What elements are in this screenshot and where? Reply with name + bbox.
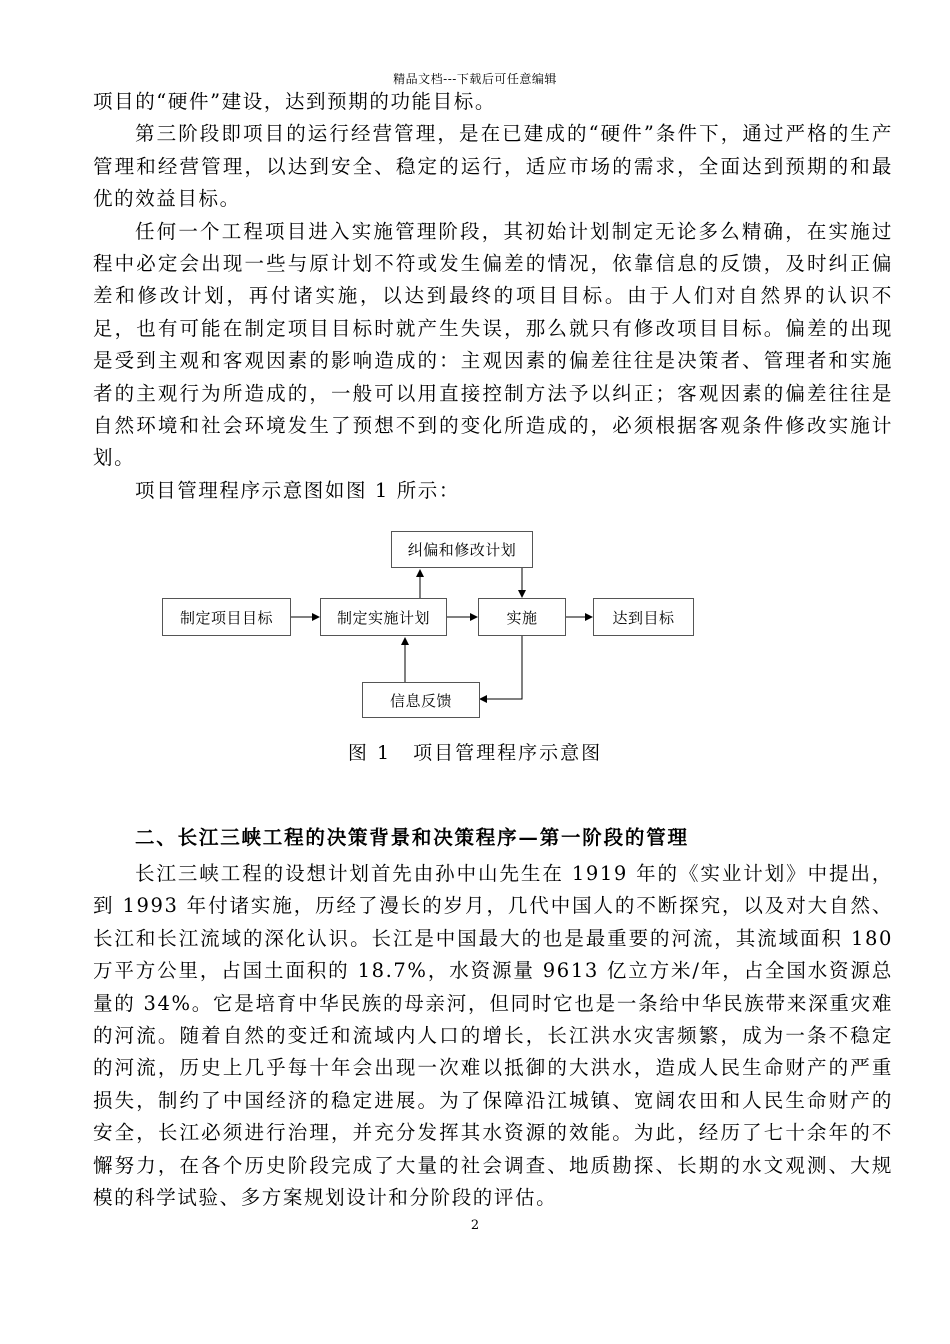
box-correct: 纠偏和修改计划 [391,531,533,568]
figure-caption-number: 图 1 [347,742,392,764]
body-text-bottom [93,858,893,1214]
paragraph-4: 项目管理程序示意图如图 1 所示： [135,478,461,502]
paragraph-3: 任何一个工程项目进入实施管理阶段，其初始计划制定无论多么精确，在实施过程中必定会出现一些与原计划不符或发生偏差的情况，依靠信息的反馈，及时纠正偏差和修改计划，再付诸实施，以达到最终的项目目标。由于人们对自然界的认识不足，也有可能在制定项目目标时就产生失误，那么就只有修改项目目标。偏差的出现是受到主观和客观因素的影响造成的：主观因素的偏差往往是决策者、管理者和实施者的主观行为所造成的，一般可以用直接控制方法予以纠正；客观因素的偏差往往是自然环境和社会环境发生了预想不到的变化所造成的，必须根据客观条件修改实施计划。 [93,219,893,470]
box-implement: 实施 [478,598,566,636]
page-header: 精品文档---下载后可任意编辑 [393,72,557,86]
box-feedback: 信息反馈 [362,682,480,718]
paragraph-2: 第三阶段即项目的运行经营管理，是在已建成的“硬件”条件下，通过严格的生产管理和经营管理，以达到安全、稳定的运行，适应市场的需求，全面达到预期的和最优的效益目标。 [93,122,893,211]
figure-caption-text: 项目管理程序示意图 [413,742,603,764]
body-text-top [93,86,893,507]
paragraph-5: 长江三峡工程的设想计划首先由孙中山先生在 1919 年的《实业计划》中提出，到 1993 年付诸实施，历经了漫长的岁月，几代中国人的不断探究，以及对大自然、长江和长江流域的深化认识。长江是中国最大的也是最重要的河流，其流域面积 180 万平方公里，占国土面积的 18.7%，水资源量 9613 亿立方米/年，占全国水资源总量的 34%。它是培育中华民族的母亲河，但同时它也是一条给中华民族带来深重灾难的河流。随着自然的变迁和流域内人口的增长，长江洪水灾害频繁，成为一条不稳定的河流，历史上几乎每十年会出现一次难以抵御的大洪水，造成人民生命财产的严重损失，制约了中国经济的稳定进展。为了保障沿江城镇、宽阔农田和人民生命财产的安全，长江必须进行治理，并充分发挥其水资源的效能。为此，经历了七十余年的不懈努力，在各个历史阶段完成了大量的社会调查、地质勘探、长期的水文观测、大规模的科学试验、多方案规划设计和分阶段的评估。 [93,862,893,1210]
figure-caption [0,738,950,765]
page-number: 2 [470,1218,480,1233]
box-reach-goal: 达到目标 [593,598,694,636]
section-title: 二、长江三峡工程的决策背景和决策程序—第一阶段的管理 [135,826,689,849]
paragraph-1: 项目的“硬件”建设，达到预期的功能目标。 [93,90,496,113]
arrow-implement-to-feedback [480,636,522,699]
box-set-plan: 制定实施计划 [320,598,447,636]
box-set-goal: 制定项目目标 [162,598,291,636]
